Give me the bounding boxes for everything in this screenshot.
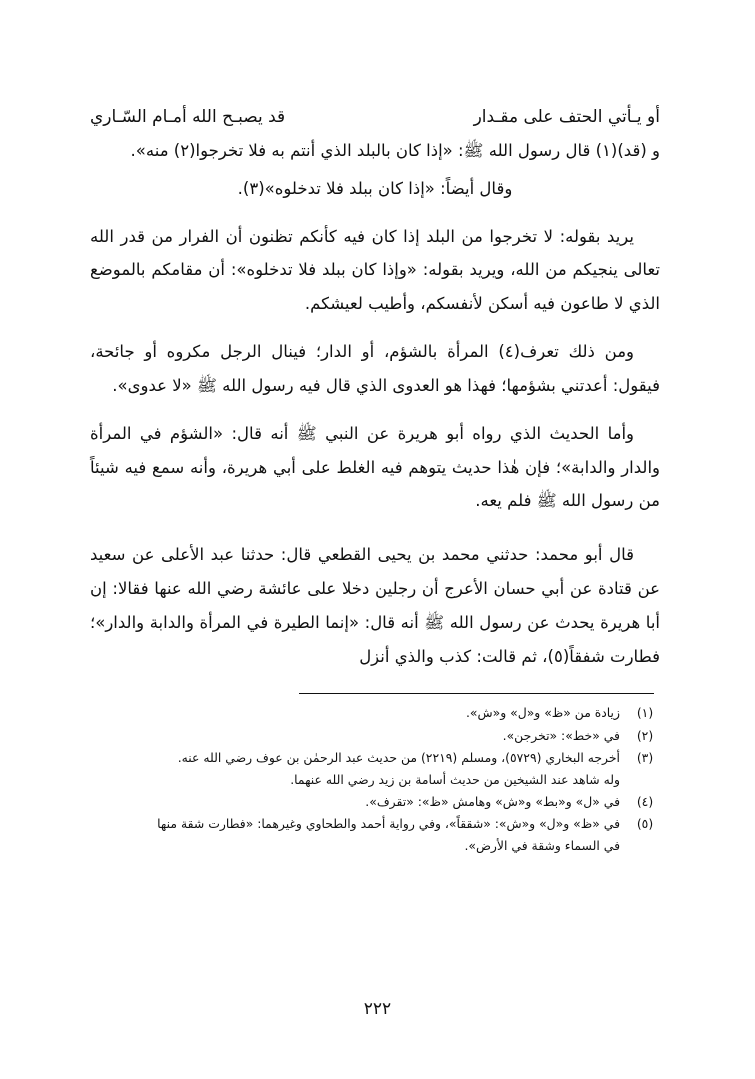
footnote-text: زيادة من «ظ» و«ل» و«ش». bbox=[465, 705, 620, 721]
footnote-item bbox=[90, 725, 660, 746]
paragraph-6: قال أبو محمد: حدثني محمد بن يحيى القطعي قال: حدثنا عبد الأعلى عن سعيد عن قتادة عن أبي حسان الأعرج أن رجلين دخلا على عائشة رضي الله عنها فقالا: إن أبا هريرة يحدث عن رسول الله ﷺ أنه قال: «إنما الطيرة في المرأة والدابة والدار»؛ فطارت شفقاً(٥)، ثم قالت: كذب والذي أنزل bbox=[90, 545, 660, 666]
paragraph-2: وقال أيضاً: «إذا كان ببلد فلا تدخلوه»(٣). bbox=[237, 178, 513, 198]
footnote-continuation: وله شاهد عند الشيخين من حديث أسامة بن زيد رضي الله عنهما. bbox=[290, 772, 620, 788]
spacer bbox=[90, 325, 660, 335]
page-number: ٢٢٢ bbox=[363, 999, 392, 1019]
spacer bbox=[90, 522, 660, 538]
footnotes-section bbox=[90, 702, 660, 856]
verse-hemistich-right: أو يـأتي الحتف على مقـدار bbox=[473, 107, 660, 127]
footnote-number: (٤) bbox=[636, 793, 654, 809]
verse-line bbox=[90, 100, 660, 134]
spacer bbox=[90, 407, 660, 417]
footnote-number: (٢) bbox=[636, 727, 654, 743]
footnote-number: (١) bbox=[636, 705, 654, 721]
footnote-separator bbox=[299, 693, 654, 694]
footnote-item bbox=[90, 747, 660, 768]
footnote-text: أخرجه البخاري (٥٧٢٩)، ومسلم (٢٢١٩) من حديث عبد الرحمٰن بن عوف رضي الله عنه. bbox=[177, 750, 620, 766]
footnote-number: (٣) bbox=[636, 750, 654, 766]
footnote-item bbox=[90, 813, 660, 834]
paragraph-3: يريد بقوله: لا تخرجوا من البلد إذا كان فيه كأنكم تظنون أن الفرار من قدر الله تعالى ينجيكم من الله، ويريد بقوله: «وإذا كان ببلد فلا تدخلوه»: أن مقامكم بالموضع الذي لا طاعون فيه أسكن لأنفسكم، وأطيب لعيشكم. bbox=[90, 226, 660, 314]
footnote-item bbox=[90, 702, 660, 723]
paragraph-4: ومن ذلك تعرف(٤) المرأة بالشؤم، أو الدار؛ فينال الرجل مكروه أو جائحة، فيقول: أعدتني بشؤمها؛ فهذا هو العدوى الذي قال فيه رسول الله ﷺ «لا عدوى». bbox=[90, 342, 660, 395]
page-body bbox=[90, 100, 660, 673]
footnote-text: في «خط»: «تخرجن». bbox=[502, 727, 620, 743]
footnote-number: (٥) bbox=[636, 816, 654, 832]
paragraph-1: و (قد)(١) قال رسول الله ﷺ: «إذا كان بالبلد الذي أنتم به فلا تخرجوا(٢) منه». bbox=[130, 141, 660, 160]
footnote-item bbox=[90, 791, 660, 812]
footnote-text: في «ل» و«بط» و«ش» وهامش «ظ»: «تقرف». bbox=[365, 793, 620, 809]
spacer bbox=[90, 210, 660, 220]
paragraph-5: وأما الحديث الذي رواه أبو هريرة عن النبي ﷺ أنه قال: «الشؤم في المرأة والدار والدابة»؛ فإن هٰذا حديث يتوهم فيه الغلط على أبي هريرة، وأنه سمع فيه شيئاً من رسول الله ﷺ فلم يعه. bbox=[90, 423, 660, 511]
verse-hemistich-left: قد يصبـح الله أمـام السّـاري bbox=[90, 107, 286, 127]
footnote-text: في «ظ» و«ل» و«ش»: «شققاً»، وفي رواية أحمد والطحاوي وغيرهما: «فطارت شقة منها bbox=[157, 816, 620, 832]
footnote-continuation: في السماء وشقة في الأرض». bbox=[464, 838, 620, 854]
